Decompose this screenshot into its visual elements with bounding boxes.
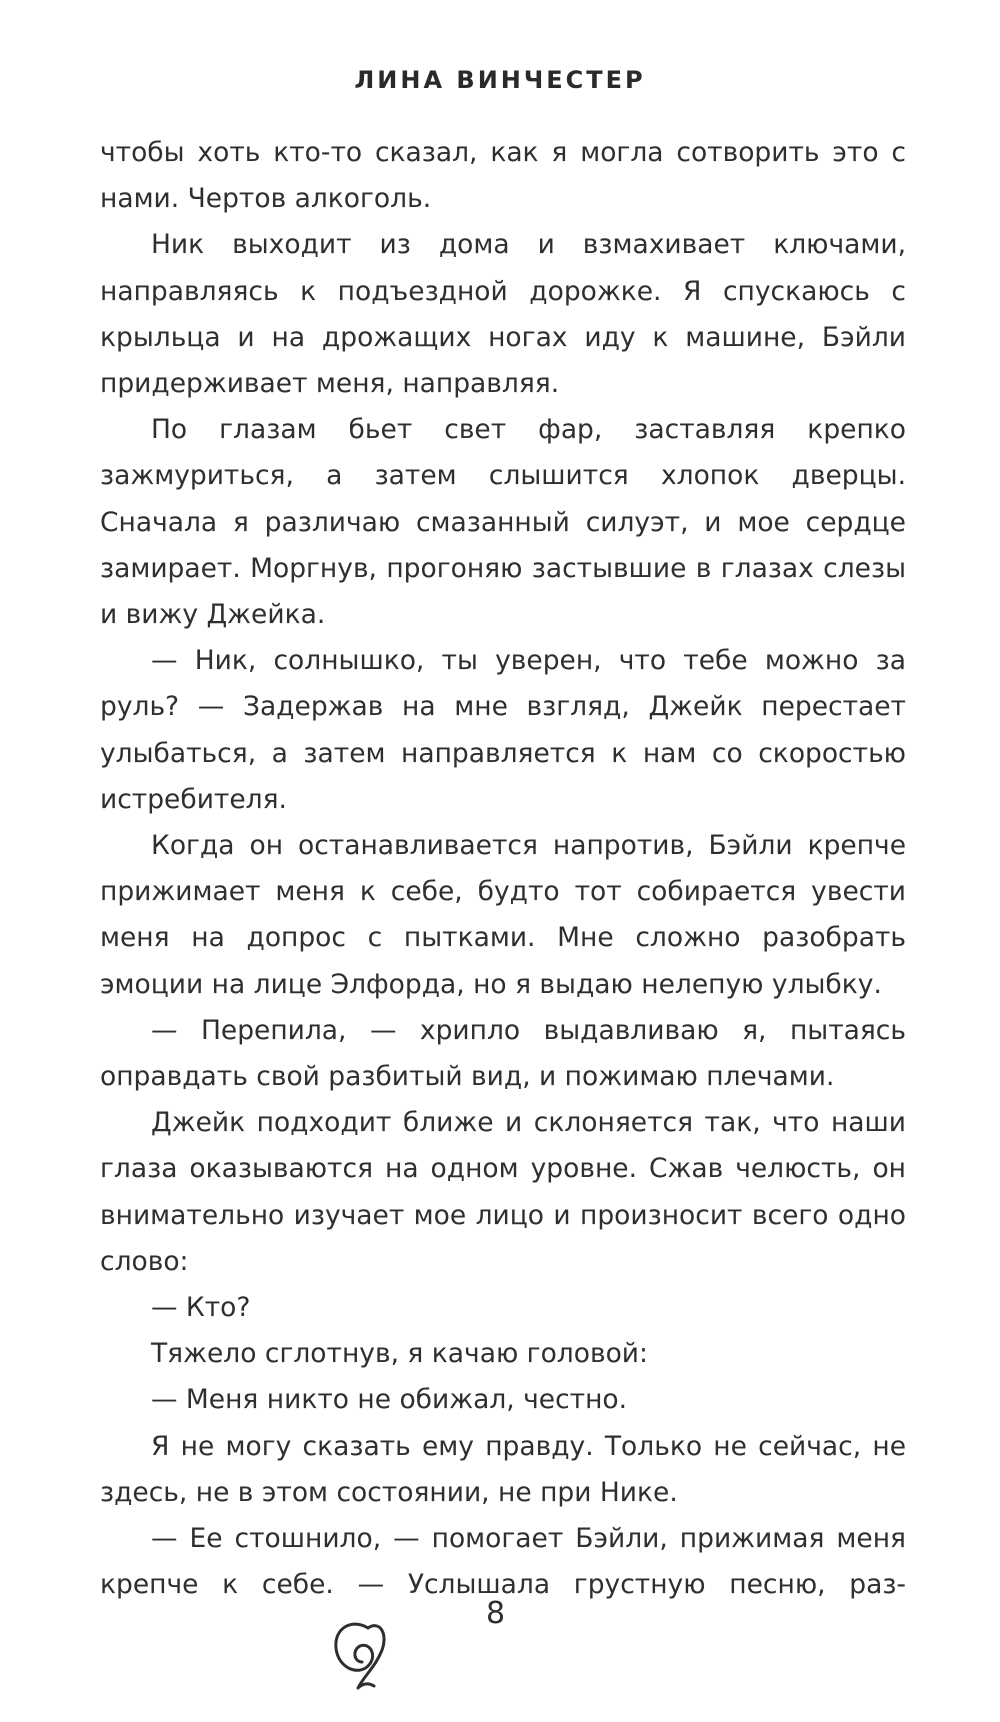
paragraph-5: Когда он останавливается напротив, Бэйли крепче прижимает меня к себе, будто тот собирается увести меня на допрос с пытками. Мне сложно разобрать эмоции на лице Элфорда, но я выдаю нелепую улыбку. xyxy=(100,830,906,1000)
paragraph-7: Джейк подходит ближе и склоняется так, что наши глаза оказываются на одном уровне. Сжав челюсть, он внимательно изучает мое лицо и произносит всего одно слово: xyxy=(100,1107,906,1277)
running-header: ЛИНА ВИНЧЕСТЕР xyxy=(354,66,646,94)
paragraph-8: — Кто? xyxy=(151,1292,251,1324)
paragraph-2: Ник выходит из дома и взмахивает ключами, направляясь к подъездной дорожке. Я спускаюсь с крыльца и на дрожащих ногах иду к машине, Бэйли придерживает меня, направляя. xyxy=(100,229,906,400)
paragraph-11: Я не могу сказать ему правду. Только не сейчас, не здесь, не в этом состоянии, не при Нике. xyxy=(100,1430,906,1508)
paragraph-3: По глазам бьет свет фар, заставляя крепко зажмуриться, а затем слышится хлопок дверцы. Сначала я различаю смазанный силуэт, и мое сердце замирает. Моргнув, прогоняю застывшие в глазах слезы и вижу Джейка. xyxy=(100,414,906,631)
page-footer xyxy=(0,1590,1000,1710)
paragraph-12: — Ее стошнило, — помогает Бэйли, прижимая меня крепче к себе. — Услышала грустную песню, раз- xyxy=(100,1523,906,1601)
paragraph-10: — Меня никто не обижал, честно. xyxy=(151,1384,628,1416)
body-text xyxy=(100,130,906,1609)
paragraph-9: Тяжело сглотнув, я качаю головой: xyxy=(151,1338,648,1370)
paragraph-1: чтобы хоть кто-то сказал, как я могла сотворить это с нами. Чертов алкоголь. xyxy=(100,137,906,215)
paragraph-4: — Ник, солнышко, ты уверен, что тебе можно за руль? — Задержав на мне взгляд, Джейк перестает улыбаться, а затем направляется к нам со скоростью истребителя. xyxy=(100,645,906,815)
paragraph-6: — Перепила, — хрипло выдавливаю я, пытаясь оправдать свой разбитый вид, и пожимаю плечами. xyxy=(100,1014,906,1093)
heart-swirl-icon xyxy=(328,1590,392,1694)
page-number: 8 xyxy=(486,1596,506,1631)
